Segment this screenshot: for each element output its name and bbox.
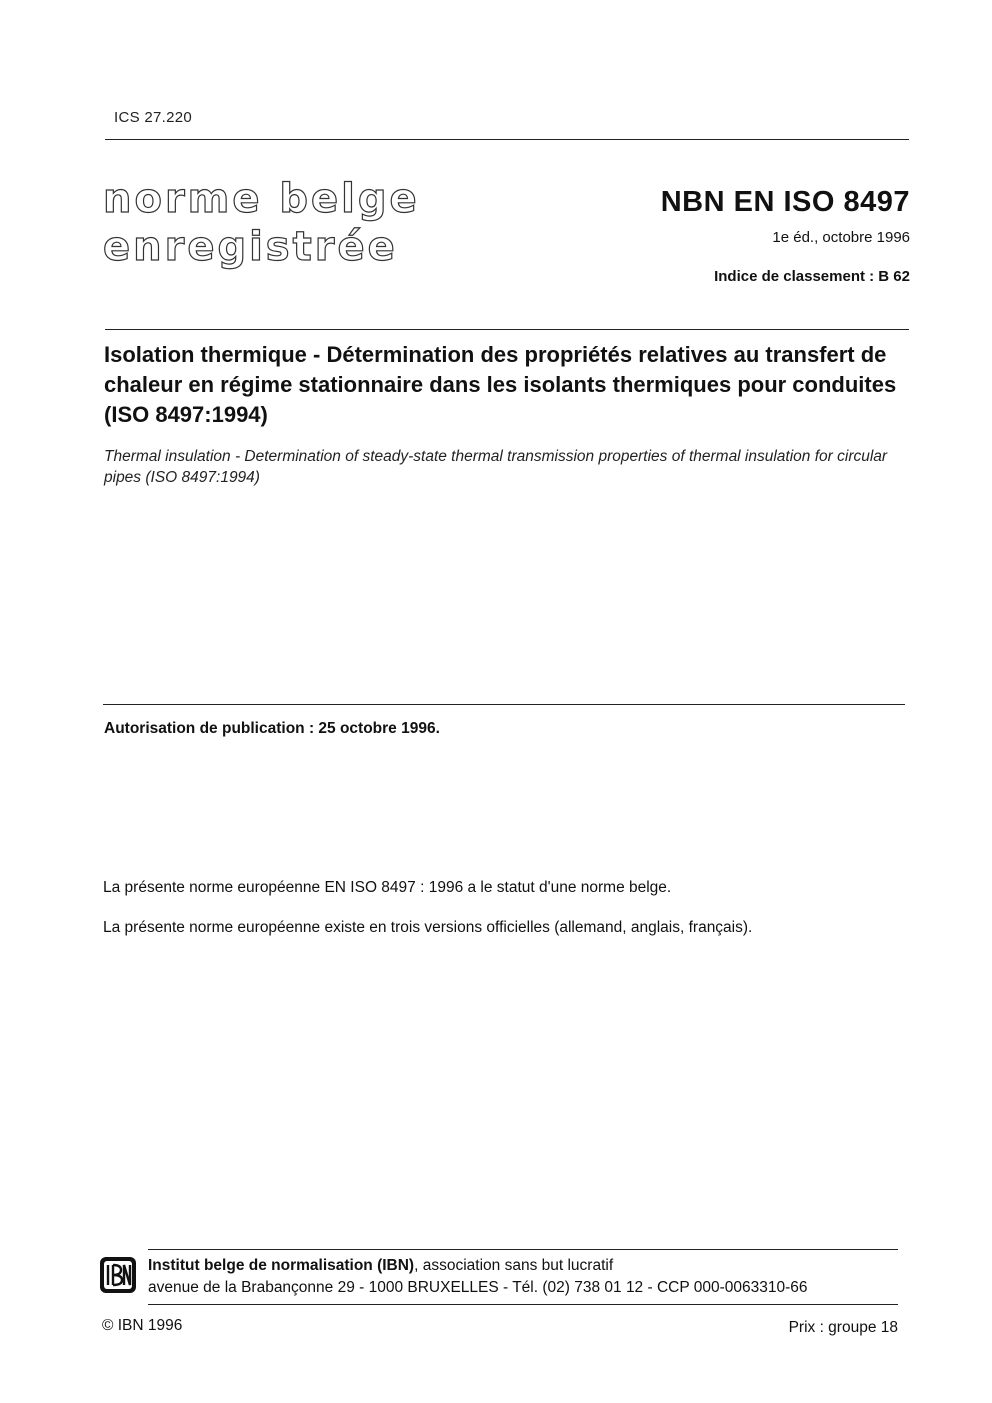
status-statement: La présente norme européenne EN ISO 8497 : 1996 a le statut d'une norme belge.: [103, 879, 672, 896]
brand-line-1: norme belge: [103, 176, 420, 222]
institute-name-bold: Institut belge de normalisation (IBN): [148, 1257, 415, 1274]
price-group: Prix : groupe 18: [788, 1319, 898, 1336]
footer-bottom-rule: [148, 1304, 898, 1305]
versions-statement: La présente norme européenne existe en trois versions officielles (allemand, anglais, français).: [103, 919, 753, 936]
institute-name-suffix: , association sans but lucratif: [414, 1257, 614, 1274]
standard-edition: 1e éd., octobre 1996: [772, 229, 910, 246]
french-title: Isolation thermique - Détermination des propriétés relatives au transfert de chaleur en régime stationnaire dans les isolants thermiques pour conduites (ISO 8497:1994): [104, 342, 897, 427]
copyright: © IBN 1996: [102, 1317, 183, 1334]
institute-name: [148, 1257, 613, 1275]
ibn-logo-icon: [99, 1256, 137, 1294]
brand-line-2: enregistrée: [103, 224, 398, 270]
classification-index: Indice de classement : B 62: [714, 268, 910, 285]
title-rule: [105, 329, 909, 330]
header-rule: [105, 139, 909, 140]
english-title: Thermal insulation - Determination of steady-state thermal transmission properties of thermal insulation for circular pipes (ISO 8497:1994): [104, 448, 888, 486]
ics-code: ICS 27.220: [114, 109, 193, 126]
standard-number: NBN EN ISO 8497: [660, 186, 910, 218]
publication-authorisation: Autorisation de publication : 25 octobre 1996.: [104, 720, 440, 737]
publication-rule: [103, 704, 905, 705]
footer-rule: [148, 1249, 898, 1250]
institute-address: avenue de la Brabançonne 29 - 1000 BRUXELLES - Tél. (02) 738 01 12 - CCP 000-0063310-66: [148, 1279, 808, 1296]
